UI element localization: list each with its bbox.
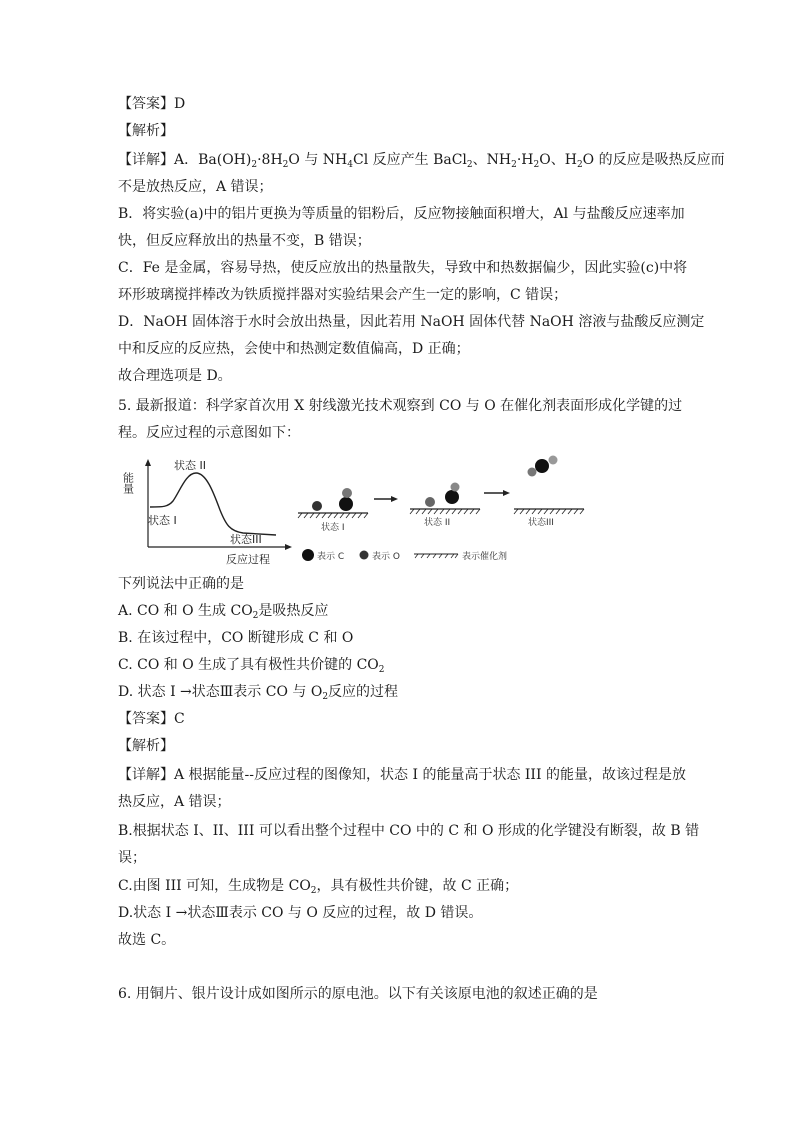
text-part: 反应的过程 [328, 684, 399, 700]
carbon-atom-icon [445, 490, 459, 504]
state1-caption: 状态 I [321, 523, 345, 533]
oxygen-atom-icon [342, 488, 352, 498]
oxygen-atom-icon [312, 501, 322, 511]
detail-q5-line5 [118, 876, 518, 896]
option-c [118, 655, 385, 675]
detail-q5-line7: 故选 C。 [118, 932, 176, 948]
detail-q5-line2: 热反应，A 错误； [118, 794, 231, 810]
state1-illustration [298, 488, 368, 533]
text-part: O 的反应是吸热反应而 [582, 152, 725, 168]
text-part: ，具有极性共价键，故 C 正确； [316, 878, 519, 894]
option-d [118, 682, 398, 702]
subscript: 2 [378, 665, 385, 675]
analysis-heading-q5: 【解析】 [118, 738, 174, 754]
state3-label: 状态III [230, 533, 262, 546]
answer-value: D [174, 96, 186, 112]
detail-q5-line4: 误； [118, 850, 146, 866]
legend-catalyst-label: 表示催化剂 [462, 552, 508, 562]
oxygen-atom-icon [528, 468, 537, 477]
carbon-legend-icon [302, 549, 314, 561]
text-part: 【详解】A．Ba(OH) [118, 152, 252, 168]
analysis-heading-q4: 【解析】 [118, 123, 174, 139]
option-b: B. 在该过程中，CO 断键形成 C 和 O [118, 630, 354, 646]
state2-caption: 状态 II [424, 518, 451, 528]
option-a [118, 601, 328, 621]
subscript: 2 [533, 160, 540, 170]
answer-value: C [174, 711, 185, 727]
question-6-stem: 6. 用铜片、银片设计成如图所示的原电池。以下有关该原电池的叙述正确的是 [118, 986, 598, 1002]
detail-q5-line1: 【详解】A 根据能量--反应过程的图像知，状态 I 的能量高于状态 III 的能量，故该过程是放 [118, 767, 686, 783]
carbon-atom-icon [339, 497, 353, 511]
answer-line-q5 [118, 709, 185, 729]
oxygen-atom-icon [451, 483, 460, 492]
legend-oxygen-label: 表示 O [372, 552, 400, 562]
subscript: 2 [252, 611, 259, 621]
text-part: D. 状态 I →状态Ⅲ表示 CO 与 O [118, 684, 323, 700]
text-part: 是吸热反应 [258, 603, 329, 619]
answer-label: 【答案】 [118, 711, 174, 727]
reaction-diagram [118, 455, 598, 573]
text-part: C.由图 III 可知，生成物是 CO [118, 878, 311, 894]
state2-illustration [410, 483, 480, 529]
answer-label: 【答案】 [118, 96, 174, 112]
energy-axis-label: 能量 [121, 472, 135, 494]
state2-label: 状态 II [174, 459, 206, 472]
detail-q4-line8: 中和反应的反应热，会使中和热测定数值偏高，D 正确； [118, 341, 470, 357]
subscript: 2 [511, 160, 517, 170]
detail-q4-line3: B．将实验(a)中的铝片更换为等质量的铝粉后，反应物接触面积增大，Al 与盐酸反应速率加 [118, 206, 685, 222]
text-part: Cl 反应产生 BaCl [352, 152, 467, 168]
state3-illustration [514, 456, 584, 529]
oxygen-atom-icon [425, 497, 435, 507]
detail-q4-line7: D．NaOH 固体溶于水时会放出热量，因此若用 NaOH 固体代替 NaOH 溶液与盐酸反应测定 [118, 314, 705, 330]
detail-q4-line6: 环形玻璃搅拌棒改为铁质搅拌器对实验结果会产生一定的影响，C 错误； [118, 287, 568, 303]
energy-diagram [122, 458, 293, 566]
detail-q4-line1 [118, 150, 725, 170]
detail-q4-line5: C．Fe 是金属，容易导热，使反应放出的热量散失，导致中和热数据偏少，因此实验(c)中将 [118, 260, 688, 276]
oxygen-legend-icon [360, 551, 369, 560]
subscript: 2 [322, 692, 329, 702]
detail-q4-line9: 故合理选项是 D。 [118, 368, 232, 384]
subscript: 4 [347, 160, 353, 170]
detail-q4-line4: 快，但反应释放出的热量不变，B 错误； [118, 233, 371, 249]
subscript: 2 [310, 886, 317, 896]
question-5-prompt: 下列说法中正确的是 [118, 576, 244, 592]
detail-q4-line2: 不是放热反应，A 错误； [118, 179, 273, 195]
text-part: ·H [516, 152, 534, 168]
state3-caption: 状态III [528, 518, 554, 528]
subscript: 2 [466, 160, 473, 170]
question-5-stem-line2: 程。反应过程的示意图如下： [118, 425, 300, 441]
detail-q5-line3: B.根据状态 I、II、III 可以看出整个过程中 CO 中的 C 和 O 形成的化学键没有断裂，故 B 错 [118, 823, 700, 839]
answer-line-q4 [118, 94, 185, 114]
text-part: ·8H [257, 152, 283, 168]
subscript: 2 [282, 160, 289, 170]
figure-legend [302, 549, 507, 562]
subscript: 2 [251, 160, 258, 170]
text-part: O、H [539, 152, 577, 168]
text-part: A. CO 和 O 生成 CO [118, 603, 253, 619]
text-part: C. CO 和 O 生成了具有极性共价键的 CO [118, 657, 379, 673]
text-part: 、NH [472, 152, 512, 168]
detail-q5-line6: D.状态 I →状态Ⅲ表示 CO 与 O 反应的过程，故 D 错误。 [118, 905, 483, 921]
reaction-axis-label: 反应过程 [226, 553, 270, 566]
subscript: 2 [576, 160, 583, 170]
legend-carbon-label: 表示 C [317, 552, 345, 562]
text-part: O 与 NH [288, 152, 348, 168]
question-5-stem-line1: 5. 最新报道：科学家首次用 X 射线激光技术观察到 CO 与 O 在催化剂表面形成化学键的过 [118, 398, 683, 414]
state1-label: 状态 I [148, 514, 177, 527]
carbon-atom-icon [535, 459, 549, 473]
oxygen-atom-icon [549, 456, 558, 465]
